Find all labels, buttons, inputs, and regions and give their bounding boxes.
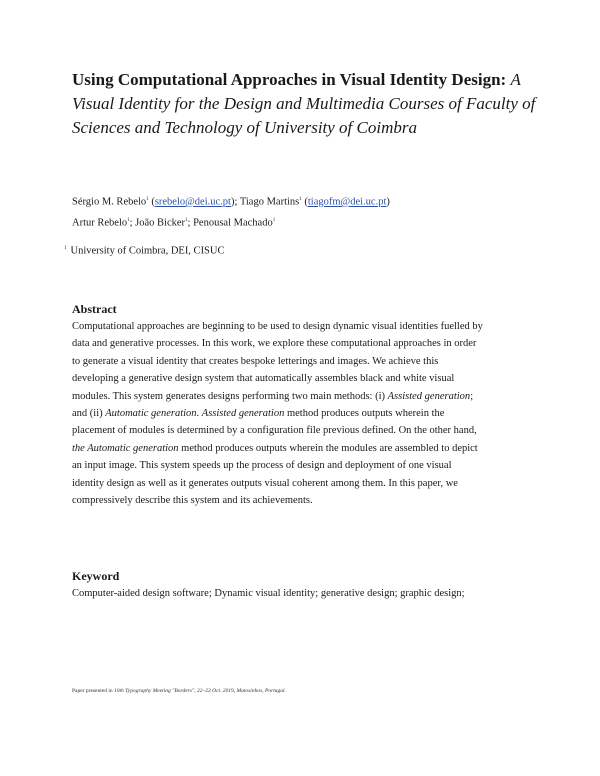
author-email-link[interactable]: tiagofm@dei.uc.pt xyxy=(307,196,387,208)
affiliation-marker: 1 xyxy=(272,217,276,223)
affiliation-marker: 1 xyxy=(299,197,302,202)
title-main: Using Computational Approaches in Visual Identity Design: xyxy=(72,70,507,89)
keywords-body: Computer-aided design software; Dynamic visual identity; generative design; graphic design; xyxy=(72,588,465,599)
method-name: Assisted generation xyxy=(387,390,471,402)
author-name: Sérgio M. Rebelo xyxy=(72,196,147,208)
method-name: the Automatic generation xyxy=(72,442,179,454)
keywords-heading: Keyword xyxy=(72,569,120,583)
affiliation-marker: 1 xyxy=(127,217,130,223)
paper-title xyxy=(72,68,542,140)
affiliation-marker: 1 xyxy=(146,197,149,202)
method-name: Assisted generation xyxy=(201,408,285,420)
affiliation-number: 1 xyxy=(64,246,67,251)
affiliation-text: University of Coimbra, DEI, CISUC xyxy=(70,245,225,257)
abstract-text: method produces outputs wherein the placement of modules is determined by a configuration file previous defined. On the other hand, xyxy=(72,408,477,437)
abstract-text: method produces outputs wherein the modules are assembled to depict an input image. This system speeds up the process of design and deployment of one visual identity design as well as it generates outputs visual coherent among them. In this paper, we compressively describe this system and its achievements. xyxy=(72,442,478,507)
affiliation-marker: 1 xyxy=(185,217,188,223)
abstract-text: Computational approaches are beginning to be used to design dynamic visual identities fuelled by data and generative processes. In this work, we explore these computational approaches in order to generate a visual identity that creates bespoke letterings and images. We achieve this developing a generative design system that automatically assembles black and white visual modules. This system generates designs performing two main methods: (i) xyxy=(72,321,483,402)
author-name: João Bicker xyxy=(135,217,186,228)
footer-note xyxy=(72,688,286,694)
footer-prefix: Paper presented in xyxy=(72,688,114,694)
author-name: Artur Rebelo xyxy=(72,217,128,228)
abstract-heading: Abstract xyxy=(72,302,117,316)
abstract-text: . xyxy=(196,408,202,420)
abstract-body xyxy=(72,318,484,509)
method-name: Automatic generation xyxy=(105,408,197,420)
abstract-text: ; and (ii) xyxy=(72,390,474,420)
author-name: Tiago Martins xyxy=(239,196,300,208)
author-name: Penousal Machado xyxy=(193,217,273,228)
author-email-link[interactable]: srebelo@dei.uc.pt xyxy=(154,196,231,208)
title-subtitle: A Visual Identity for the Design and Multimedia Courses of Faculty of Sciences and Technology of University of Coimbra xyxy=(72,70,536,137)
author-list: Sérgio M. Rebelo$^1$ (srebelo@dei.uc.pt); Tiago Martins$^1$ (tiagofm@dei.uc.pt) Artur Rebelo$^1$; João Bicker$^1$; Penousal Machado$^1$ xyxy=(72,196,390,228)
affiliation xyxy=(64,242,225,259)
footer-event: 10th Typography Meeting "Borders", 22–23 Oct. 2019, Matosinhos, Portugal. xyxy=(114,688,286,694)
